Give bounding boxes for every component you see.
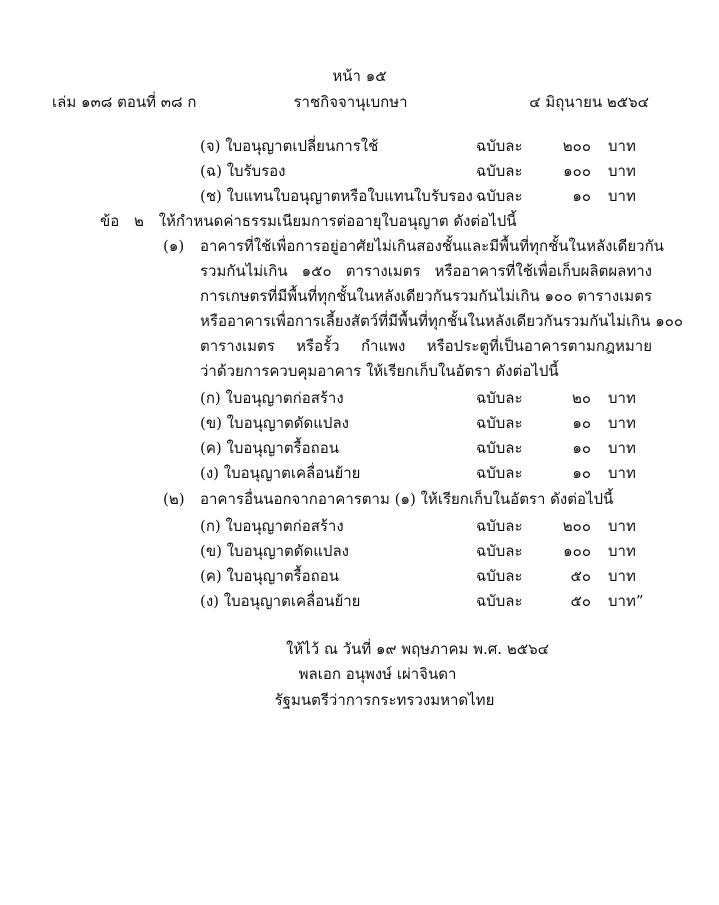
fee-currency: บาท: [608, 414, 636, 432]
fee-unit: ฉบับละ: [476, 137, 523, 155]
fee-unit: ฉบับละ: [476, 414, 523, 432]
fee-label: (ก) ใบอนุญาตก่อสร้าง: [200, 389, 344, 407]
clause-text: ให้กำหนดค่าธรรมเนียมการต่ออายุใบอนุญาต ดังต่อไปนี้: [158, 212, 517, 230]
fee-currency: บาท”: [608, 592, 644, 610]
fee-amount: ๒๐๐: [562, 517, 591, 535]
fee-label: (ช) ใบแทนใบอนุญาตหรือใบแทนใบรับรอง: [200, 187, 473, 205]
fee-currency: บาท: [608, 567, 636, 585]
fee-label: (ฉ) ใบรับรอง: [200, 162, 286, 180]
paragraph-line: อาคารที่ใช้เพื่อการอยู่อาศัยไม่เกินสองชั้นและมีพื้นที่ทุกชั้นในหลังเดียวกัน: [200, 237, 664, 255]
item-number: [163, 487, 197, 511]
volume-issue: เล่ม ๑๓๘ ตอนที่ ๓๘ ก: [52, 93, 197, 111]
fee-unit: ฉบับละ: [476, 187, 523, 205]
fee-currency: บาท: [608, 517, 636, 535]
fee-label: (ข) ใบอนุญาตดัดแปลง: [200, 542, 349, 560]
fee-label: (จ) ใบอนุญาตเปลี่ยนการใช้: [200, 137, 379, 155]
paragraph-line: ว่าด้วยการควบคุมอาคาร ให้เรียกเก็บในอัตรา ดังต่อไปนี้: [200, 362, 559, 380]
fee-unit: ฉบับละ: [476, 567, 523, 585]
fee-amount: ๒๐: [571, 389, 591, 407]
paragraph-line: รวมกันไม่เกิน ๑๕๐ ตารางเมตร หรืออาคารที่ใช้เพื่อเก็บผลิตผลทาง: [200, 262, 652, 280]
item-paragraph: [200, 487, 652, 509]
page-number: หน้า ๑๕: [332, 67, 387, 85]
clause-number: ๒: [134, 212, 144, 230]
clause-heading: [100, 209, 526, 233]
fee-amount: ๕๐: [570, 567, 591, 585]
fee-unit: ฉบับละ: [476, 464, 523, 482]
fee-amount: ๑๐: [572, 187, 591, 205]
fee-label: (ข) ใบอนุญาตดัดแปลง: [200, 414, 349, 432]
fee-row: [0, 411, 719, 433]
fee-label: (ง) ใบอนุญาตเคลื่อนย้าย: [200, 592, 361, 610]
item-number: [163, 234, 197, 258]
publication-date: ๔ มิถุนายน ๒๕๖๔: [529, 93, 649, 111]
fee-row: [0, 386, 719, 408]
fee-unit: ฉบับละ: [476, 439, 523, 457]
fee-row: [0, 514, 719, 536]
fee-unit: ฉบับละ: [476, 162, 523, 180]
item-number-label: (๑): [163, 237, 185, 255]
fee-currency: บาท: [608, 464, 636, 482]
fee-currency: บาท: [608, 389, 636, 407]
fee-currency: บาท: [608, 187, 636, 205]
fee-label: (ค) ใบอนุญาตรื้อถอน: [200, 439, 339, 457]
fee-amount: ๑๐: [572, 464, 591, 482]
fee-row: [0, 134, 719, 156]
paragraph-line: อาคารอื่นนอกจากอาคารตาม (๑) ให้เรียกเก็บในอัตรา ดังต่อไปนี้: [200, 490, 614, 508]
signatory-title: รัฐมนตรีว่าการกระทรวงมหาดไทย: [274, 691, 495, 709]
fee-amount: ๑๐: [572, 414, 591, 432]
fee-unit: ฉบับละ: [476, 517, 523, 535]
fee-label: (ง) ใบอนุญาตเคลื่อนย้าย: [200, 464, 361, 482]
item-number-label: (๒): [163, 490, 185, 508]
fee-row: [0, 159, 719, 181]
signatory-name: พลเอก อนุพงษ์ เผ่าจินดา: [298, 665, 457, 683]
publication-name: ราชกิจจานุเบกษา: [293, 93, 408, 111]
fee-amount: ๑๐๐: [563, 542, 591, 560]
fee-unit: ฉบับละ: [476, 592, 523, 610]
fee-row: [0, 461, 719, 483]
paragraph-line: หรืออาคารเพื่อการเลี้ยงสัตว์ที่มีพื้นที่ทุกชั้นในหลังเดียวกันรวมกันไม่เกิน ๑๐๐: [200, 312, 684, 330]
fee-row: [0, 589, 719, 611]
fee-row: [0, 436, 719, 458]
given-date: ให้ไว้ ณ วันที่ ๑๙ พฤษภาคม พ.ศ. ๒๕๖๔: [286, 640, 549, 658]
fee-amount: ๑๐๐: [563, 162, 591, 180]
fee-amount: ๕๐: [570, 592, 591, 610]
fee-label: (ค) ใบอนุญาตรื้อถอน: [200, 567, 339, 585]
fee-unit: ฉบับละ: [476, 389, 523, 407]
fee-label: (ก) ใบอนุญาตก่อสร้าง: [200, 517, 344, 535]
fee-amount: ๒๐๐: [562, 137, 591, 155]
fee-unit: ฉบับละ: [476, 542, 523, 560]
fee-row: [0, 564, 719, 586]
fee-currency: บาท: [608, 137, 636, 155]
fee-currency: บาท: [608, 439, 636, 457]
paragraph-line: การเกษตรที่มีพื้นที่ทุกชั้นในหลังเดียวกันรวมกันไม่เกิน ๑๐๐ ตารางเมตร: [200, 287, 652, 305]
clause-label: ข้อ: [100, 212, 120, 230]
paragraph-line: ตารางเมตร หรือรั้ว กำแพง หรือประตูที่เป็นอาคารตามกฎหมาย: [200, 337, 652, 355]
fee-row: [0, 184, 719, 206]
item-paragraph: [200, 234, 684, 380]
fee-currency: บาท: [608, 162, 636, 180]
fee-row: [0, 539, 719, 561]
fee-currency: บาท: [608, 542, 636, 560]
page-header: [52, 90, 649, 112]
fee-amount: ๑๐: [572, 439, 591, 457]
